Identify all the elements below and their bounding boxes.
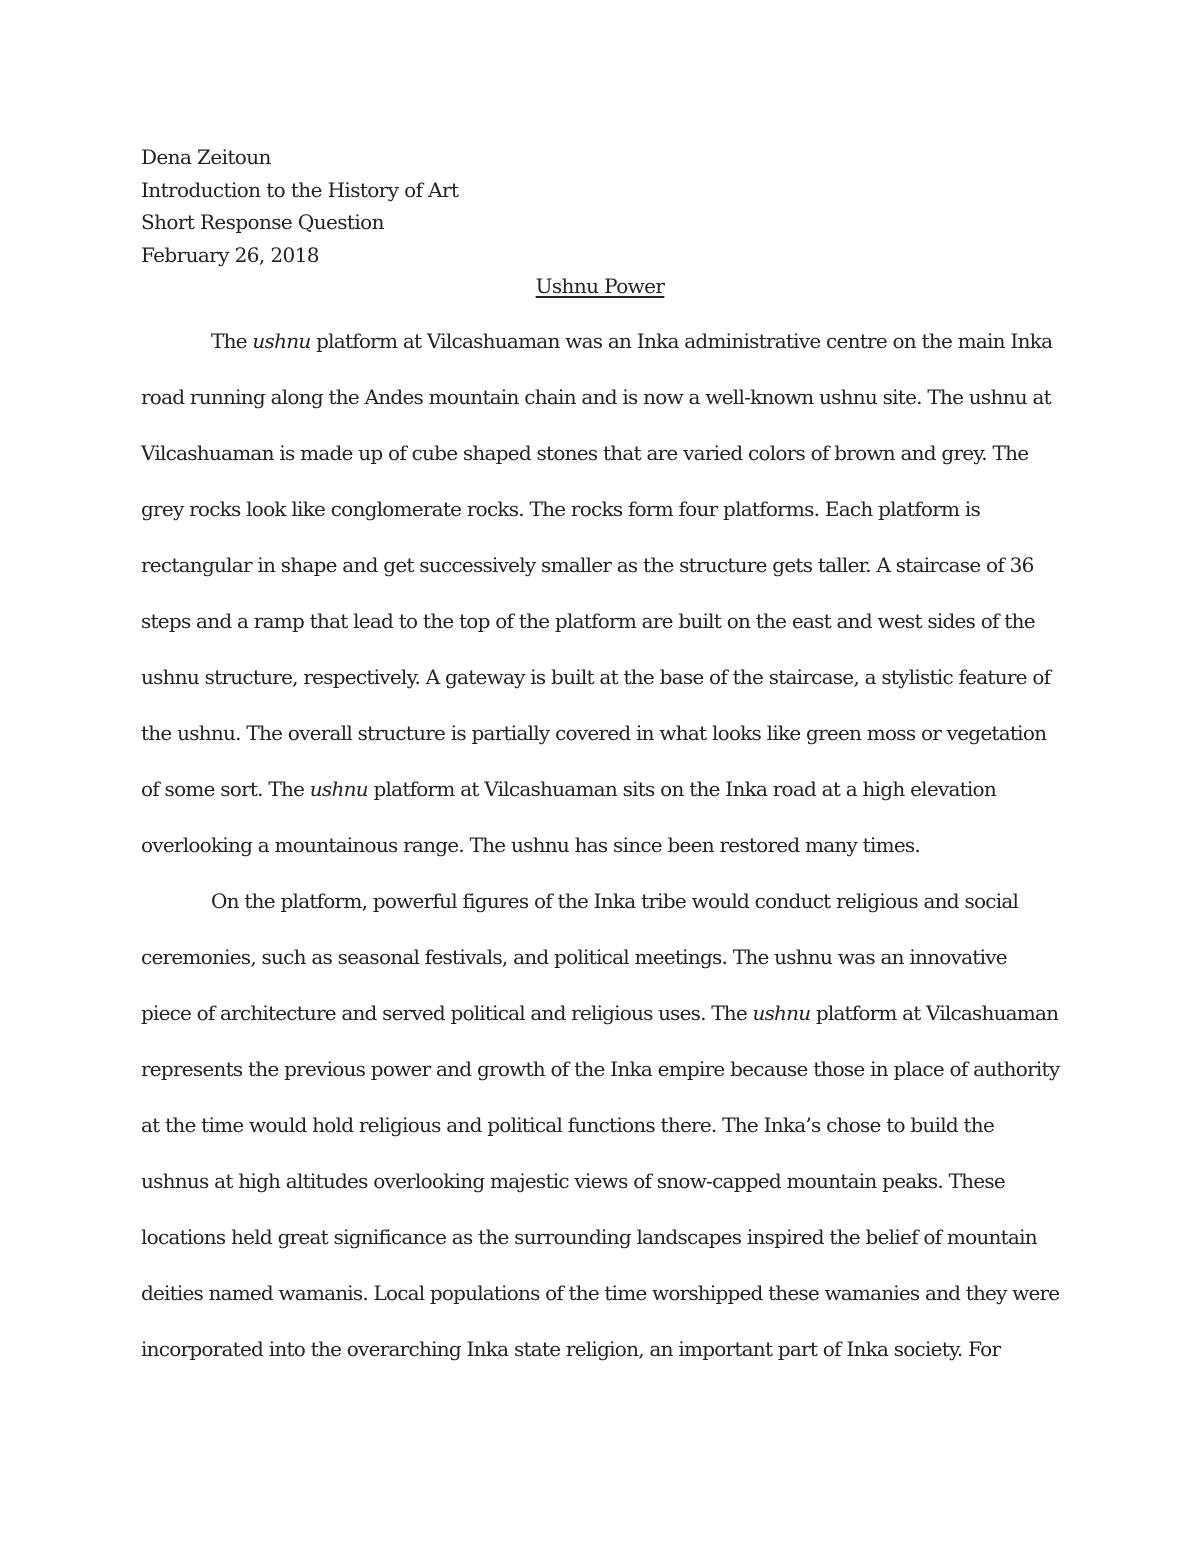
italic-term: ushnu xyxy=(309,777,368,801)
course-name: Introduction to the History of Art xyxy=(141,177,459,202)
body-line: deities named wamanis. Local populations of the time worshipped these wamanies and they were xyxy=(141,1281,1060,1305)
body-line: overlooking a mountainous range. The ushnu has since been restored many times. xyxy=(141,833,921,857)
body-line: incorporated into the overarching Inka state religion, an important part of Inka society. For xyxy=(141,1337,1001,1361)
author-name: Dena Zeitoun xyxy=(141,145,271,169)
body-line: locations held great significance as the surrounding landscapes inspired the belief of mountain xyxy=(141,1225,1037,1249)
body-line: piece of architecture and served political and religious uses. The ushnu platform at Vilcashuaman xyxy=(141,1001,1059,1025)
body-line: rectangular in shape and get successively smaller as the structure gets taller. A staircase of 36 xyxy=(141,553,1034,577)
body-line: ushnus at high altitudes overlooking majestic views of snow-capped mountain peaks. These xyxy=(141,1169,1005,1193)
body-line: at the time would hold religious and political functions there. The Inka’s chose to build the xyxy=(141,1113,995,1137)
body-line: the ushnu. The overall structure is partially covered in what looks like green moss or vegetation xyxy=(141,721,1047,745)
body-line: steps and a ramp that lead to the top of the platform are built on the east and west sides of the xyxy=(141,609,1035,633)
document-title: Ushnu Power xyxy=(535,274,665,298)
italic-term: ushnu xyxy=(252,329,311,353)
body-line: grey rocks look like conglomerate rocks. The rocks form four platforms. Each platform is xyxy=(141,497,980,521)
body-line: Vilcashuaman is made up of cube shaped stones that are varied colors of brown and grey. The xyxy=(141,441,1029,465)
body-line: of some sort. The ushnu platform at Vilcashuaman sits on the Inka road at a high elevation xyxy=(141,777,996,801)
body-line: The ushnu platform at Vilcashuaman was an Inka administrative centre on the main Inka xyxy=(211,329,1053,353)
body-line: represents the previous power and growth of the Inka empire because those in place of authority xyxy=(141,1057,1060,1081)
document-header xyxy=(141,141,458,271)
body-line: road running along the Andes mountain chain and is now a well-known ushnu site. The ushnu at xyxy=(141,385,1051,409)
body-line: ceremonies, such as seasonal festivals, and political meetings. The ushnu was an innovative xyxy=(141,945,1007,969)
document-date: February 26, 2018 xyxy=(141,242,319,267)
italic-term: ushnu xyxy=(752,1001,811,1025)
body-line: On the platform, powerful figures of the Inka tribe would conduct religious and social xyxy=(211,889,1019,913)
assignment-name: Short Response Question xyxy=(141,210,384,234)
body-line: ushnu structure, respectively. A gateway is built at the base of the staircase, a stylistic feature of xyxy=(141,665,1051,689)
